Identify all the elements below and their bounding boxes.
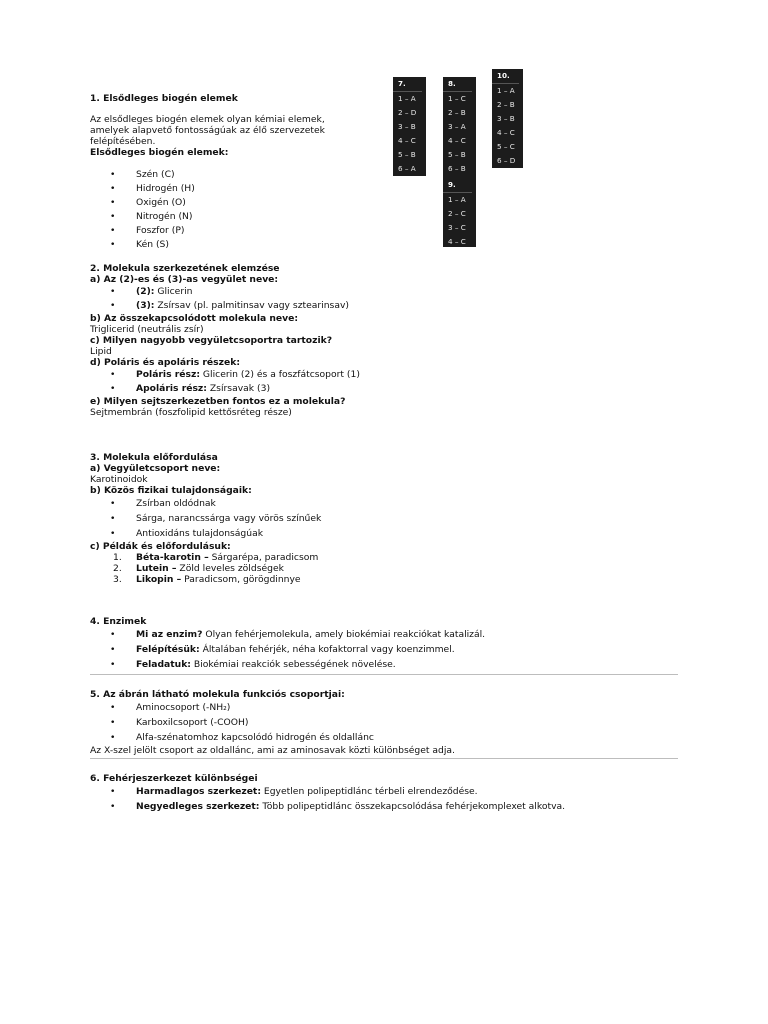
answer-box-10 <box>492 69 523 168</box>
answer-item: 6 – B <box>448 164 466 173</box>
answer-item: 2 – B <box>497 100 515 109</box>
answer: Karotinoidok <box>90 474 148 485</box>
answer-box-title: 10. <box>497 71 510 80</box>
item-number: 3. <box>113 574 122 585</box>
section-title: 3. Molekula előfordulása <box>90 452 218 463</box>
section-title: 6. Fehérjeszerkezet különbségei <box>90 773 258 784</box>
item-text: Egyetlen polipeptidlánc térbeli elrendeződése. <box>261 786 478 797</box>
list-item: • Hidrogén (H) <box>90 182 390 196</box>
item-label: Poláris rész: <box>136 369 200 380</box>
answer-box-title: 7. <box>398 79 406 88</box>
list-item: • Karboxilcsoport (-COOH) <box>90 715 680 730</box>
item-text: Olyan fehérjemolekula, amely biokémiai reakciókat katalizál. <box>202 629 486 640</box>
section-3 <box>90 452 680 585</box>
list-item <box>90 299 680 313</box>
question: b) Közös fizikai tulajdonságaik: <box>90 485 252 496</box>
answer-box-title: 9. <box>448 180 456 189</box>
section-5 <box>90 689 680 759</box>
section-4 <box>90 616 680 675</box>
answer-item: 1 – A <box>448 195 466 204</box>
answer-item: 3 – B <box>497 114 515 123</box>
item-text: Sárgarépa, paradicsom <box>208 552 319 563</box>
item-label: (2): <box>136 286 155 297</box>
question: c) Milyen nagyobb vegyületcsoportra tartozik? <box>90 335 333 346</box>
paragraph: amelyek alapvető fontosságúak az élő szervezetek felépítésében. <box>90 125 325 147</box>
answer-item: 4 – C <box>448 237 466 246</box>
question: a) Az (2)-es és (3)-as vegyület neve: <box>90 274 279 285</box>
item-number: 2. <box>113 563 122 574</box>
answer-item: 5 – B <box>448 150 466 159</box>
item-text: Általában fehérjék, néha kofaktorral vagy koenzimmel. <box>199 644 455 655</box>
item-label: Apoláris rész: <box>136 383 207 394</box>
item-text: Biokémiai reakciók sebességének növelése. <box>190 659 396 670</box>
section-1 <box>90 93 390 252</box>
section-title: 2. Molekula szerkezetének elemzése <box>90 263 280 274</box>
answer: Sejtmembrán (foszfolipid kettősréteg része) <box>90 407 292 418</box>
item-label: Harmadlagos szerkezet: <box>136 786 261 797</box>
item-text: Glicerin (2) és a foszfátcsoport (1) <box>200 369 360 380</box>
horizontal-rule <box>90 674 678 675</box>
list-item: • Alfa-szénatomhoz kapcsolódó hidrogén és oldallánc <box>90 730 680 745</box>
example-list <box>90 552 680 585</box>
answer-item: 3 – C <box>448 223 466 232</box>
enzyme-list <box>90 627 680 672</box>
item-text: Glicerin <box>154 286 193 297</box>
note: Az X-szel jelölt csoport az oldallánc, ami az aminosavak közti különbséget adja. <box>90 745 455 756</box>
question: a) Vegyületcsoport neve: <box>90 463 221 474</box>
answer-item: 6 – D <box>497 156 516 165</box>
list-item <box>90 642 680 657</box>
structure-list <box>90 784 680 814</box>
list-item: • Nitrogén (N) <box>90 210 390 224</box>
item-text: Zsírsavak (3) <box>206 383 271 394</box>
list-item <box>90 368 680 382</box>
list-item <box>90 627 680 642</box>
question: d) Poláris és apoláris részek: <box>90 357 240 368</box>
list-item: • Sárga, narancssárga vagy vörös színűek <box>90 511 680 526</box>
list-item <box>90 784 680 799</box>
answer-item: 3 – B <box>398 122 416 131</box>
list-item: • Szén (C) <box>90 168 390 182</box>
list-item <box>90 799 680 814</box>
item-label: Likopin – <box>136 574 182 585</box>
item-label: Mi az enzim? <box>136 629 203 640</box>
answer-item: 6 – A <box>398 164 416 173</box>
answer-list <box>90 285 680 313</box>
answer-list <box>90 368 680 396</box>
item-number: 1. <box>113 552 122 563</box>
item-label: Lutein – <box>136 563 177 574</box>
list-item <box>90 285 680 299</box>
answer: Lipid <box>90 346 112 357</box>
answer-item: 4 – C <box>497 128 515 137</box>
horizontal-rule <box>90 758 678 759</box>
question: c) Példák és előfordulásuk: <box>90 541 231 552</box>
item-text: Zsírsav (pl. palmitinsav vagy sztearinsav) <box>154 300 349 311</box>
item-text: Paradicsom, görögdinnye <box>181 574 301 585</box>
answer-item: 3 – A <box>448 122 466 131</box>
item-text: Több polipeptidlánc összekapcsolódása fehérjekomplexet alkotva. <box>259 801 566 812</box>
answer-item: 1 – A <box>497 86 515 95</box>
answer-item: 4 – C <box>448 136 466 145</box>
list-item <box>90 563 680 574</box>
answer-item: 1 – A <box>398 94 416 103</box>
element-list <box>90 168 390 252</box>
item-label: Béta-karotin – <box>136 552 209 563</box>
functional-group-list <box>90 700 680 745</box>
answer-item: 2 – D <box>398 108 417 117</box>
question: b) Az összekapcsolódott molekula neve: <box>90 313 299 324</box>
section-title: 5. Az ábrán látható molekula funkciós csoportjai: <box>90 689 345 700</box>
list-item: • Zsírban oldódnak <box>90 496 680 511</box>
answer-item: 5 – B <box>398 150 416 159</box>
item-label: Feladatuk: <box>136 659 191 670</box>
item-label: Felépítésük: <box>136 644 200 655</box>
list-item: • Kén (S) <box>90 238 390 252</box>
answer-item: 2 – C <box>448 209 466 218</box>
answer-box-7 <box>393 77 426 176</box>
list-item: • Oxigén (O) <box>90 196 390 210</box>
answer: Triglicerid (neutrális zsír) <box>90 324 204 335</box>
section-title: 4. Enzimek <box>90 616 147 627</box>
list-item <box>90 382 680 396</box>
answer-item: 2 – B <box>448 108 466 117</box>
list-item: • Foszfor (P) <box>90 224 390 238</box>
question: e) Milyen sejtszerkezetben fontos ez a molekula? <box>90 396 346 407</box>
answer-box-8-9 <box>443 77 476 247</box>
list-item <box>90 574 680 585</box>
answer-item: 1 – C <box>448 94 466 103</box>
answer-item: 5 – C <box>497 142 515 151</box>
list-item: • Antioxidáns tulajdonságúak <box>90 526 680 541</box>
item-text: Zöld leveles zöldségek <box>176 563 284 574</box>
list-item <box>90 657 680 672</box>
section-6 <box>90 773 680 814</box>
section-title: 1. Elsődleges biogén elemek <box>90 93 238 104</box>
answer-box-title: 8. <box>448 79 456 88</box>
subtitle: Elsődleges biogén elemek: <box>90 147 229 158</box>
paragraph: Az elsődleges biogén elemek olyan kémiai elemek, <box>90 114 325 125</box>
answer-item: 4 – C <box>398 136 416 145</box>
list-item: • Aminocsoport (-NH₂) <box>90 700 680 715</box>
item-label: Negyedleges szerkezet: <box>136 801 260 812</box>
property-list <box>90 496 680 541</box>
list-item <box>90 552 680 563</box>
item-label: (3): <box>136 300 155 311</box>
section-2 <box>90 263 680 418</box>
